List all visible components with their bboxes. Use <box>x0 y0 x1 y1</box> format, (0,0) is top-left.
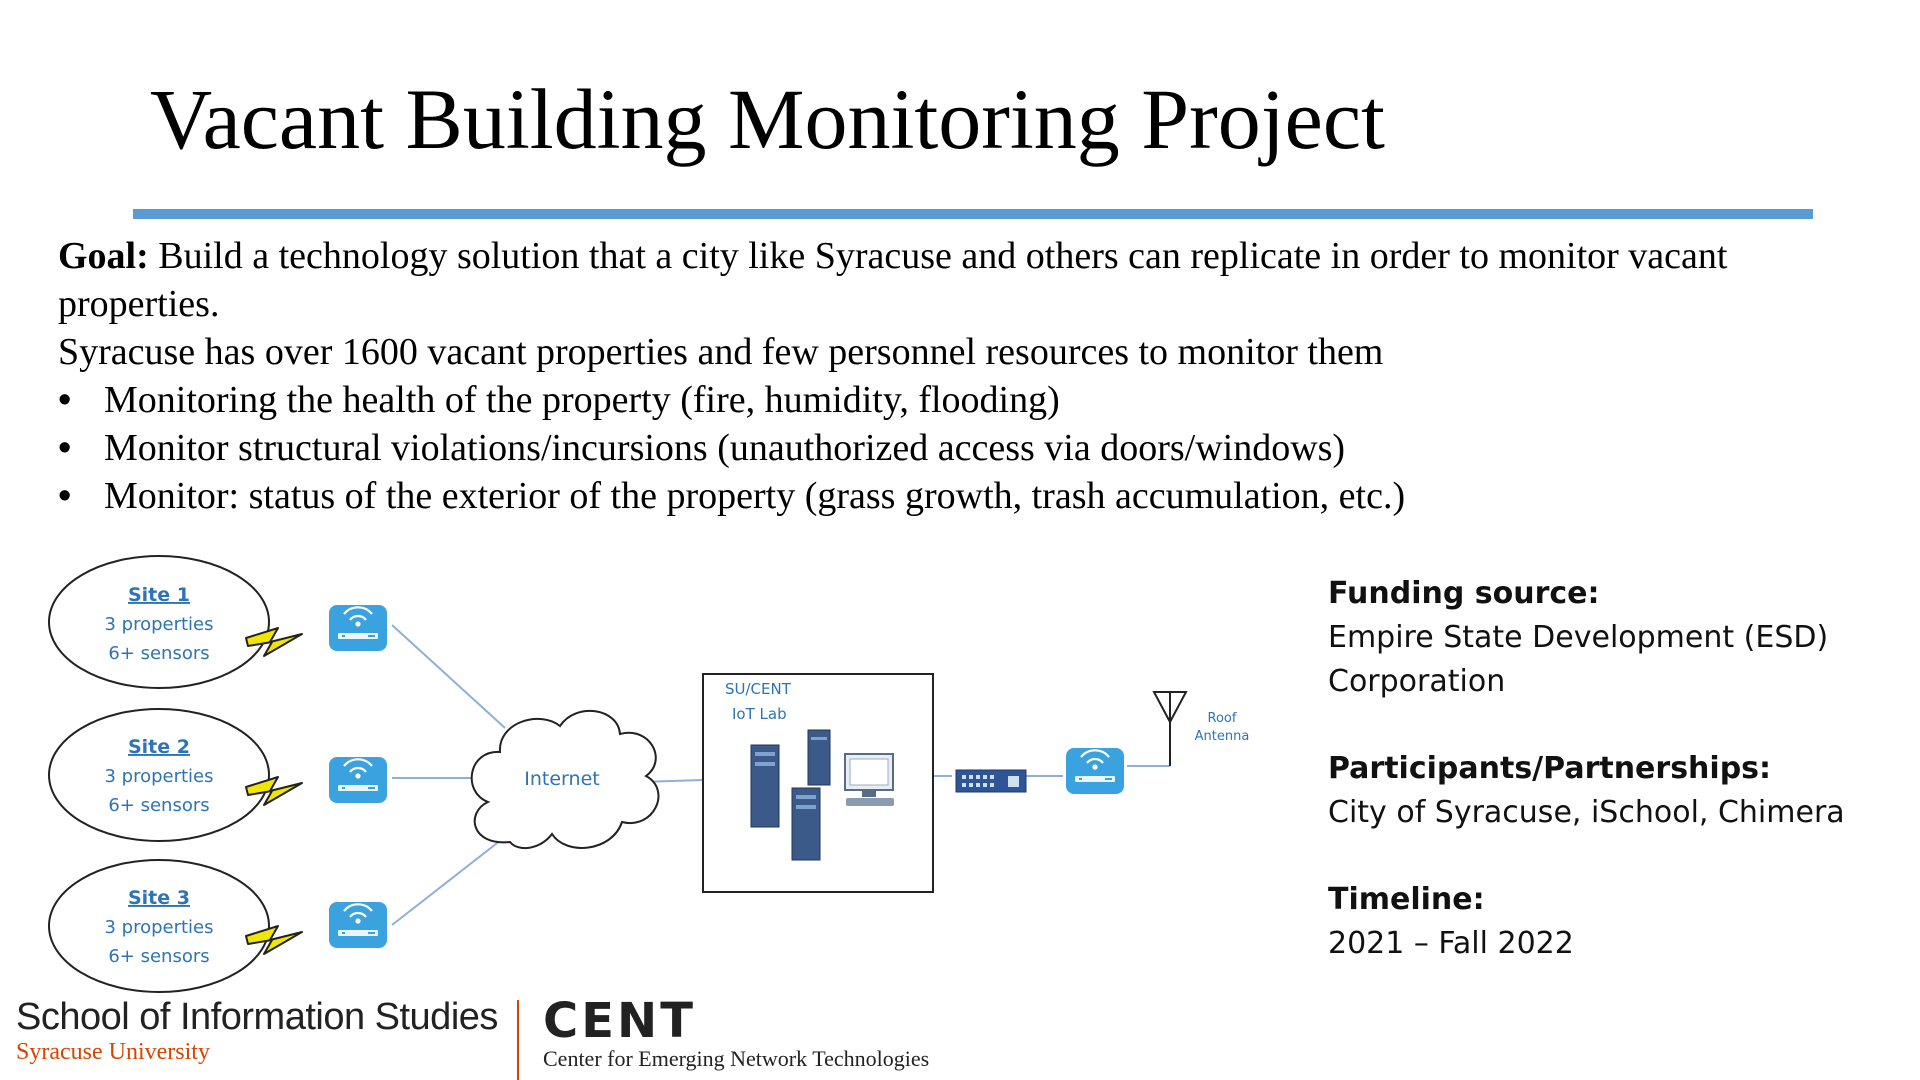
slide-title: Vacant Building Monitoring Project <box>150 71 1385 167</box>
funding-line: Corporation <box>1328 664 1506 699</box>
bullet-item: • Monitor structural violations/incursions (unauthorized access via doors/windows) <box>58 424 1878 472</box>
timeline-section <box>1328 878 1888 966</box>
network-diagram <box>0 540 1300 1000</box>
site-node <box>49 709 269 841</box>
wireless-router-icon <box>329 757 387 803</box>
wireless-router-icon <box>329 902 387 948</box>
antenna-icon <box>1154 692 1249 766</box>
lab-label: SU/CENT <box>725 680 791 698</box>
goal-paragraph <box>58 232 1878 328</box>
bullet-item: • Monitor: status of the exterior of the property (grass growth, trash accumulation, etc.) <box>58 472 1878 520</box>
school-logo <box>16 996 498 1066</box>
participants-section <box>1328 747 1888 835</box>
funding-line: Empire State Development (ESD) <box>1328 620 1829 655</box>
title-underline <box>133 209 1813 219</box>
bullet-item: • Monitoring the health of the property (fire, humidity, flooding) <box>58 376 1878 424</box>
antenna-label: Roof <box>1207 711 1237 726</box>
participants-text: City of Syracuse, iSchool, Chimera <box>1328 795 1845 830</box>
footer-divider <box>517 1000 519 1080</box>
funding-section <box>1328 572 1888 704</box>
timeline-heading: Timeline: <box>1328 882 1485 917</box>
cloud-icon <box>472 711 659 848</box>
university-name: Syracuse University <box>16 1039 210 1065</box>
site-node <box>49 556 269 688</box>
timeline-text: 2021 – Fall 2022 <box>1328 926 1574 961</box>
site-properties: 3 properties <box>104 614 214 635</box>
site-sensors: 6+ sensors <box>108 643 210 664</box>
site-properties: 3 properties <box>104 766 214 787</box>
iot-lab-box <box>703 674 933 892</box>
internet-label: Internet <box>524 768 600 790</box>
goal-label: Goal: <box>58 235 149 277</box>
wireless-router-icon <box>1066 748 1124 794</box>
participants-heading: Participants/Partnerships: <box>1328 751 1772 786</box>
cent-logo <box>543 993 930 1072</box>
site-name: Site 1 <box>127 584 191 606</box>
bullet-list <box>58 376 1878 520</box>
site-sensors: 6+ sensors <box>108 795 210 816</box>
site-name: Site 2 <box>127 736 191 758</box>
context-paragraph: Syracuse has over 1600 vacant properties and few personnel resources to monitor them <box>58 331 1384 373</box>
antenna-label: Antenna <box>1194 729 1250 744</box>
site-name: Site 3 <box>127 887 191 909</box>
monitor-icon <box>845 754 894 806</box>
site-node <box>49 860 269 992</box>
site-properties: 3 properties <box>104 917 214 938</box>
goal-text: Build a technology solution that a city like Syracuse and others can replicate in order to monitor vacant properties. <box>58 235 1728 325</box>
slide-body <box>58 232 1878 520</box>
school-name: School of Information Studies <box>16 996 498 1038</box>
lab-label: IoT Lab <box>732 705 787 723</box>
wireless-router-icon <box>329 605 387 651</box>
funding-heading: Funding source: <box>1328 576 1600 611</box>
project-details <box>1328 572 1888 1009</box>
site-sensors: 6+ sensors <box>108 946 210 967</box>
cent-wordmark: CENT <box>543 993 696 1049</box>
network-switch-icon <box>956 770 1026 792</box>
cent-full-name: Center for Emerging Network Technologies <box>543 1046 930 1072</box>
